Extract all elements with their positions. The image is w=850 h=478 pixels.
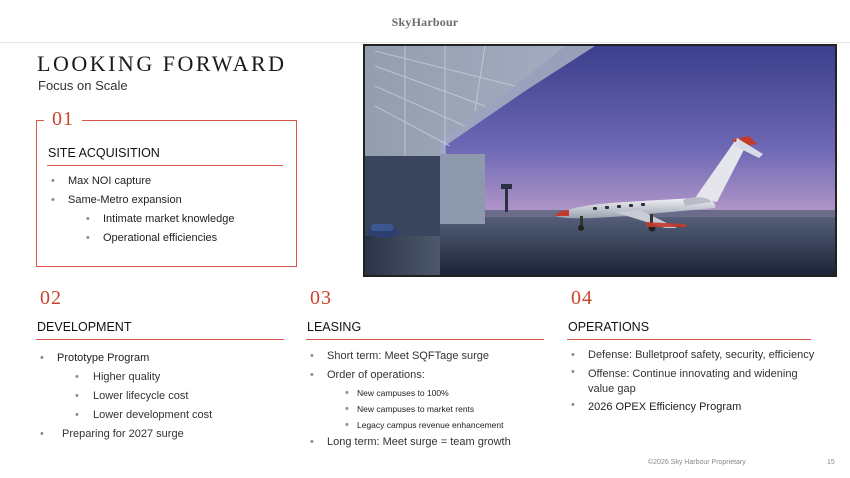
section-04-list <box>566 346 814 417</box>
list-subitem: • Operational efficiencies <box>46 229 234 248</box>
section-03-heading: LEASING <box>307 320 362 334</box>
section-02-list <box>35 349 212 444</box>
section-04-number: 04 <box>571 287 593 309</box>
hangar-jet-photo <box>363 44 837 277</box>
list-item: • Short term: Meet SQFTage surge <box>305 347 511 366</box>
company-logo: SkyHarbour <box>391 15 459 29</box>
list-subitem: • Higher quality <box>35 368 212 387</box>
section-02-heading: DEVELOPMENT <box>37 320 132 334</box>
page-number: 15 <box>827 459 835 466</box>
list-subitem: • Lower development cost <box>35 406 212 425</box>
list-subitem: • Legacy campus revenue enhancement <box>305 417 511 433</box>
section-01-heading: SITE ACQUISITION <box>48 146 160 160</box>
list-subitem: • New campuses to 100% <box>305 385 511 401</box>
section-03-rule <box>306 339 544 340</box>
list-item: • Prototype Program <box>35 349 212 368</box>
section-03-list <box>305 347 511 452</box>
page-subtitle: Focus on Scale <box>38 78 128 93</box>
section-01-rule <box>47 165 283 166</box>
list-item: • 2026 OPEX Efficiency Program <box>566 396 814 417</box>
section-01-number: 01 <box>52 108 74 130</box>
section-02-number: 02 <box>40 287 62 309</box>
list-item: • Same-Metro expansion <box>46 191 234 210</box>
list-item: • Offense: Continue innovating and widening <box>566 365 814 382</box>
list-item: • Defense: Bulletproof safety, security, efficiency <box>566 346 814 365</box>
list-item: • Order of operations: <box>305 366 511 385</box>
list-item: • Long term: Meet surge = team growth <box>305 433 511 452</box>
hangar-jet-illustration <box>365 46 835 275</box>
page-title: LOOKING FORWARD <box>37 51 287 76</box>
section-04-rule <box>567 339 811 340</box>
section-01-list <box>46 172 234 248</box>
list-subitem: • Lower lifecycle cost <box>35 387 212 406</box>
list-item: • Max NOI capture <box>46 172 234 191</box>
footer-copyright: ©2026 Sky Harbour Proprietary <box>648 459 746 466</box>
section-04-heading: OPERATIONS <box>568 320 650 334</box>
list-subitem: • Intimate market knowledge <box>46 210 234 229</box>
header-divider <box>0 42 850 43</box>
list-item: • Preparing for 2027 surge <box>35 425 212 444</box>
section-01-number-wrap <box>44 108 82 131</box>
list-subitem: • New campuses to market rents <box>305 401 511 417</box>
list-item-continuation-text: value gap <box>588 383 636 395</box>
section-02-rule <box>36 339 284 340</box>
section-03-number: 03 <box>310 287 332 309</box>
list-item-continuation <box>566 382 814 396</box>
